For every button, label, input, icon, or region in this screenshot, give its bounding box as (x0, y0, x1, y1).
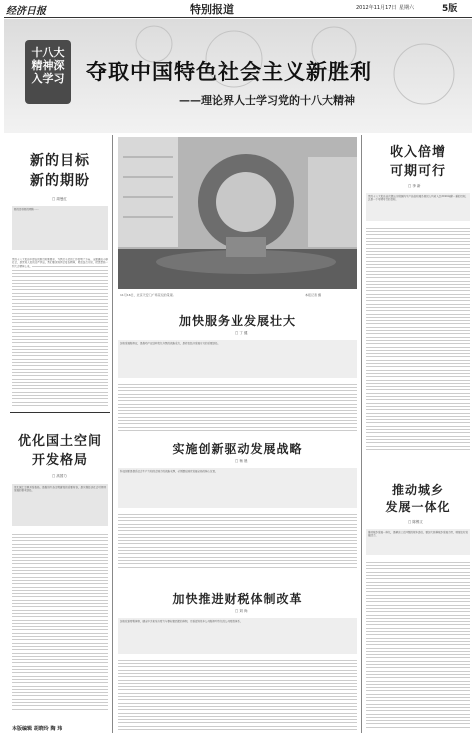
banner-subtitle: ——理论界人士学习党的十八大精神 (179, 94, 355, 107)
article-3-author: □ 丁 健 (235, 331, 248, 335)
photo-credit: 本报记者 摄 (305, 293, 321, 297)
footer-editors: 本版编辑 胡晓玲 陶 玮 (12, 726, 63, 732)
masthead-rule (4, 17, 472, 18)
article-1-lead-text: 新的目标新的期盼…… (14, 208, 40, 211)
article-2-title (366, 143, 470, 181)
kicker-badge (25, 40, 71, 104)
issue-date: 2012年11月17日 (356, 5, 397, 11)
article-6-title-line2: 发展一体化 (385, 500, 451, 514)
article-7-body (118, 658, 357, 730)
article-2-lead-text: 党的十八大报告首次提出实现国内生产总值和城乡居民人均收入比2010年翻一番的目标，这是一个可期可行的目标。 (368, 195, 468, 202)
article-6-body (366, 560, 470, 730)
article-5-lead (12, 484, 108, 526)
page-number: 5版 (442, 4, 458, 14)
article-1-body (12, 258, 108, 408)
article-3-title: 加快服务业发展壮大 (178, 314, 296, 328)
column-rule-right (361, 135, 362, 733)
article-1-author: □ 周曼红 (52, 197, 67, 201)
article-5-title-line1: 优化国土空间 (17, 434, 102, 449)
photo-caption: 11月16日，北京天安门广场花坛的景观。 (120, 293, 176, 297)
article-4-body (118, 512, 357, 570)
photo-illustration (118, 137, 357, 289)
article-6-lead-text: 推动城乡发展一体化，是解决三农问题的根本途径。要加大统筹城乡发展力度，增强农村发展活力。 (368, 531, 469, 538)
issue-weekday: 星期六 (399, 5, 415, 11)
article-3-body (118, 382, 357, 432)
column-rule-left (112, 135, 113, 733)
article-2-body (366, 226, 470, 452)
article-7-author: □ 刘 尚 (235, 609, 248, 613)
article-1-title-line1: 新的目标 (30, 153, 90, 169)
article-6-lead (366, 529, 470, 555)
banner-title: 夺取中国特色社会主义新胜利 (86, 60, 372, 84)
article-3-lead (118, 340, 357, 378)
article-4-title: 实施创新驱动发展战略 (172, 442, 303, 456)
section-title: 特别报道 (190, 3, 234, 16)
article-7-lead-text: 加快改革财税体制，健全中央和地方财力与事权相匹配的体制，完善促进基本公共服务均等化的公共财政体系。 (120, 620, 243, 623)
article-5-title (12, 432, 108, 470)
masthead (0, 0, 476, 16)
article-2-title-line2: 可期可行 (389, 164, 446, 179)
article-5-author: □ 高国力 (52, 474, 67, 478)
article-1-title-line2: 新的期盼 (30, 173, 90, 189)
newspaper-logo: 经济日报 (6, 6, 46, 17)
article-2-author: □ 李 新 (408, 184, 421, 188)
article-4-lead (118, 468, 357, 508)
article-1-body-text: 党的十八大报告中提出的新目标新要求，为我们今后的工作指明了方向。全面建成小康社会，是党和人民的庄严承诺。我们要深刻领会报告精神，紧密结合实际，把思想统一到大会精神上来。 (12, 258, 108, 268)
article-4-author: □ 杨 晨 (235, 459, 248, 463)
article-7-title: 加快推进财税体制改革 (172, 592, 303, 606)
article-6-title-line1: 推动城乡 (391, 483, 444, 497)
left-divider (10, 412, 110, 413)
article-1-lead (12, 206, 108, 250)
article-4-lead-text: 科技创新是提高社会生产力和综合国力的战略支撑，必须摆在国家发展全局的核心位置。 (120, 470, 218, 473)
article-1-title (12, 151, 108, 191)
kicker-text: 十八大精神深入学习 (31, 46, 65, 85)
article-5-body (12, 532, 108, 712)
article-2-title-line1: 收入倍增 (389, 145, 446, 160)
article-6-author: □ 陈锡文 (408, 520, 423, 524)
news-photo (118, 137, 357, 289)
article-2-lead (366, 193, 470, 221)
article-6-title (366, 482, 470, 516)
article-3-lead-text: 加快发展服务业，是推动产业结构优化升级的战略重点，是转变经济发展方式的重要途径。 (120, 342, 221, 345)
banner (4, 19, 472, 133)
article-5-title-line2: 开发格局 (31, 453, 88, 468)
article-5-lead-text: 优化国土空间开发格局，是推进生态文明建设的重要内容，是实现经济社会可持续发展的根本途径。 (14, 486, 106, 493)
article-7-lead (118, 618, 357, 654)
